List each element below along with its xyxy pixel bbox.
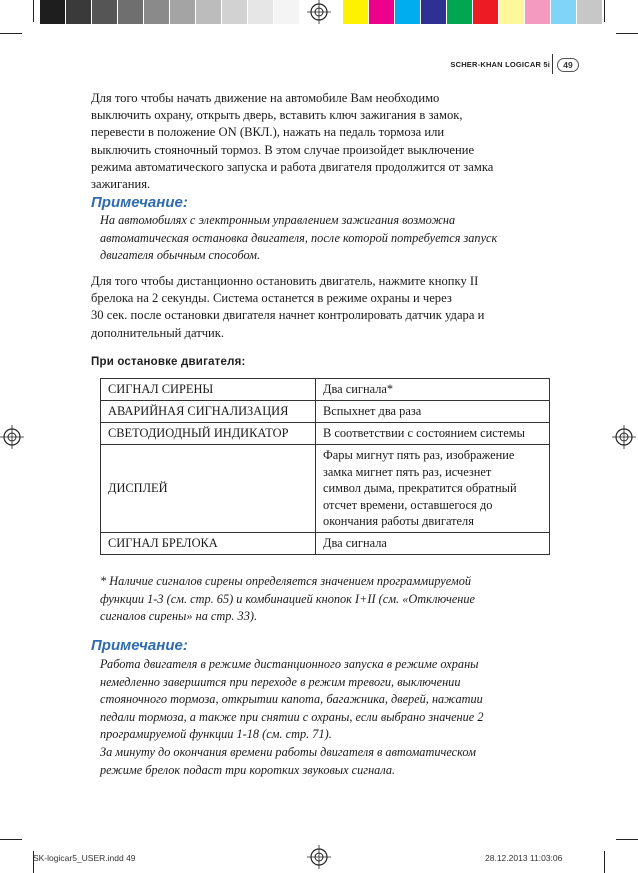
- text-line: двигателя обычным способом.: [100, 248, 261, 263]
- table-cell-value: Два сигнала*: [316, 379, 550, 401]
- text-line: сигналов сирены» на стр. 33).: [100, 609, 258, 624]
- color-swatch: [196, 0, 221, 24]
- table-cell-value: Фары мигнут пять раз, изображение замка мигнет пять раз, исчезнет символ дыма, прекратится обратный отсчет времени, оставшегося до окончания работы двигателя: [316, 445, 550, 533]
- note-text: [100, 656, 550, 779]
- crop-mark: [616, 839, 638, 840]
- color-swatch: [274, 0, 299, 24]
- text-line: * Наличие сигналов сирены определяется значением программируемой: [100, 574, 472, 588]
- text-line: Для того чтобы начать движение на автомобиле Вам необходимо: [91, 91, 440, 105]
- color-swatch: [395, 0, 420, 24]
- text-line: режиме брелок подаст три коротких звуковых сигнала.: [100, 762, 396, 777]
- color-swatch: [118, 0, 143, 24]
- table-cell-name: СИГНАЛ БРЕЛОКА: [101, 533, 316, 555]
- signals-table: [100, 378, 550, 555]
- color-swatch: [473, 0, 498, 24]
- text-line: брелока на 2 секунды. Система останется в режиме охраны и через: [91, 291, 452, 306]
- text-line: функции 1-3 (см. стр. 65) и комбинацией кнопок I+II (см. «Отключение: [100, 591, 476, 606]
- text-line: зажигания.: [91, 177, 151, 192]
- table-row: [101, 379, 550, 401]
- brand-name: SCHER-KHAN LOGICAR 5i: [450, 60, 550, 69]
- text-line: выключить охрану, открыть дверь, вставить ключ зажигания в замок,: [91, 108, 463, 123]
- table-cell-name: СИГНАЛ СИРЕНЫ: [101, 379, 316, 401]
- header-divider: [552, 54, 553, 74]
- color-swatch: [447, 0, 472, 24]
- crop-mark: [604, 0, 605, 22]
- note-title: Примечание:: [91, 637, 188, 654]
- color-swatch: [170, 0, 195, 24]
- crop-mark: [0, 839, 22, 840]
- text-line: дополнительный датчик.: [91, 325, 225, 340]
- color-swatch: [222, 0, 247, 24]
- text-line: автоматическая остановка двигателя, после которой потребуется запуск: [100, 230, 498, 245]
- section-heading: При остановке двигателя:: [91, 356, 246, 368]
- table-cell-name: ДИСПЛЕЙ: [101, 445, 316, 533]
- registration-mark-bottom-icon: [307, 845, 331, 869]
- page-number-badge: 49: [557, 58, 579, 72]
- color-swatch: [40, 0, 65, 24]
- footer-file-name: SK-logicar5_USER.indd 49: [33, 853, 136, 863]
- registration-mark-top-icon: [307, 0, 331, 24]
- table-cell-value: В соответствии с состоянием системы: [316, 423, 550, 445]
- text-line: режима автоматического запуска и работа двигателя продолжится от замка: [91, 159, 494, 174]
- table-row: [101, 533, 550, 555]
- color-swatch: [551, 0, 576, 24]
- text-line: стояночного тормоза, открытии капота, багажника, дверей, нажатии: [100, 692, 483, 707]
- table-cell-name: СВЕТОДИОДНЫЙ ИНДИКАТОР: [101, 423, 316, 445]
- registration-mark-right-icon: [612, 425, 636, 449]
- text-line: Работа двигателя в режиме дистанционного запуска в режиме охраны: [100, 657, 479, 671]
- crop-mark: [616, 33, 638, 34]
- table-cell-value: Два сигнала: [316, 533, 550, 555]
- text-line: За минуту до окончания времени работы двигателя в автоматическом: [100, 744, 476, 759]
- color-swatch: [248, 0, 273, 24]
- text-line: педали тормоза, а также при снятии с охраны, если выбрано значение 2: [100, 709, 484, 724]
- text-line: 30 сек. после остановки двигателя начнет контролировать датчик удара и: [91, 308, 485, 323]
- intro-paragraph: [91, 90, 551, 193]
- color-swatch: [421, 0, 446, 24]
- table-cell-value: Вспыхнет два раза: [316, 401, 550, 423]
- color-swatch: [499, 0, 524, 24]
- color-swatch: [525, 0, 550, 24]
- text-line: Для того чтобы дистанционно остановить двигатель, нажмите кнопку II: [91, 274, 479, 288]
- remote-stop-paragraph: [91, 273, 551, 342]
- color-swatch: [144, 0, 169, 24]
- note-title: Примечание:: [91, 194, 188, 211]
- text-line: програмируемой функции 1-18 (см. стр. 71).: [100, 727, 332, 742]
- color-swatch: [343, 0, 368, 24]
- color-swatch: [66, 0, 91, 24]
- footer-timestamp: 28.12.2013 11:03:06: [485, 853, 563, 863]
- crop-mark: [604, 851, 605, 873]
- color-swatch: [369, 0, 394, 24]
- crop-mark: [0, 33, 22, 34]
- text-line: выключить стояночный тормоз. В этом случае произойдет выключение: [91, 142, 475, 157]
- text-line: перевести в положение ON (ВКЛ.), нажать на педаль тормоза или: [91, 125, 445, 140]
- color-swatch: [92, 0, 117, 24]
- color-swatch: [577, 0, 602, 24]
- crop-mark: [33, 0, 34, 22]
- footnote: [100, 573, 550, 626]
- text-line: немедленно завершится при переходе в режим тревоги, выключении: [100, 674, 461, 689]
- table-cell-name: АВАРИЙНАЯ СИГНАЛИЗАЦИЯ: [101, 401, 316, 423]
- note-text: [100, 212, 550, 265]
- registration-mark-left-icon: [0, 425, 24, 449]
- table-row: [101, 423, 550, 445]
- table-row: [101, 445, 550, 533]
- text-line: На автомобилях с электронным управлением зажигания возможна: [100, 213, 456, 227]
- table-row: [101, 401, 550, 423]
